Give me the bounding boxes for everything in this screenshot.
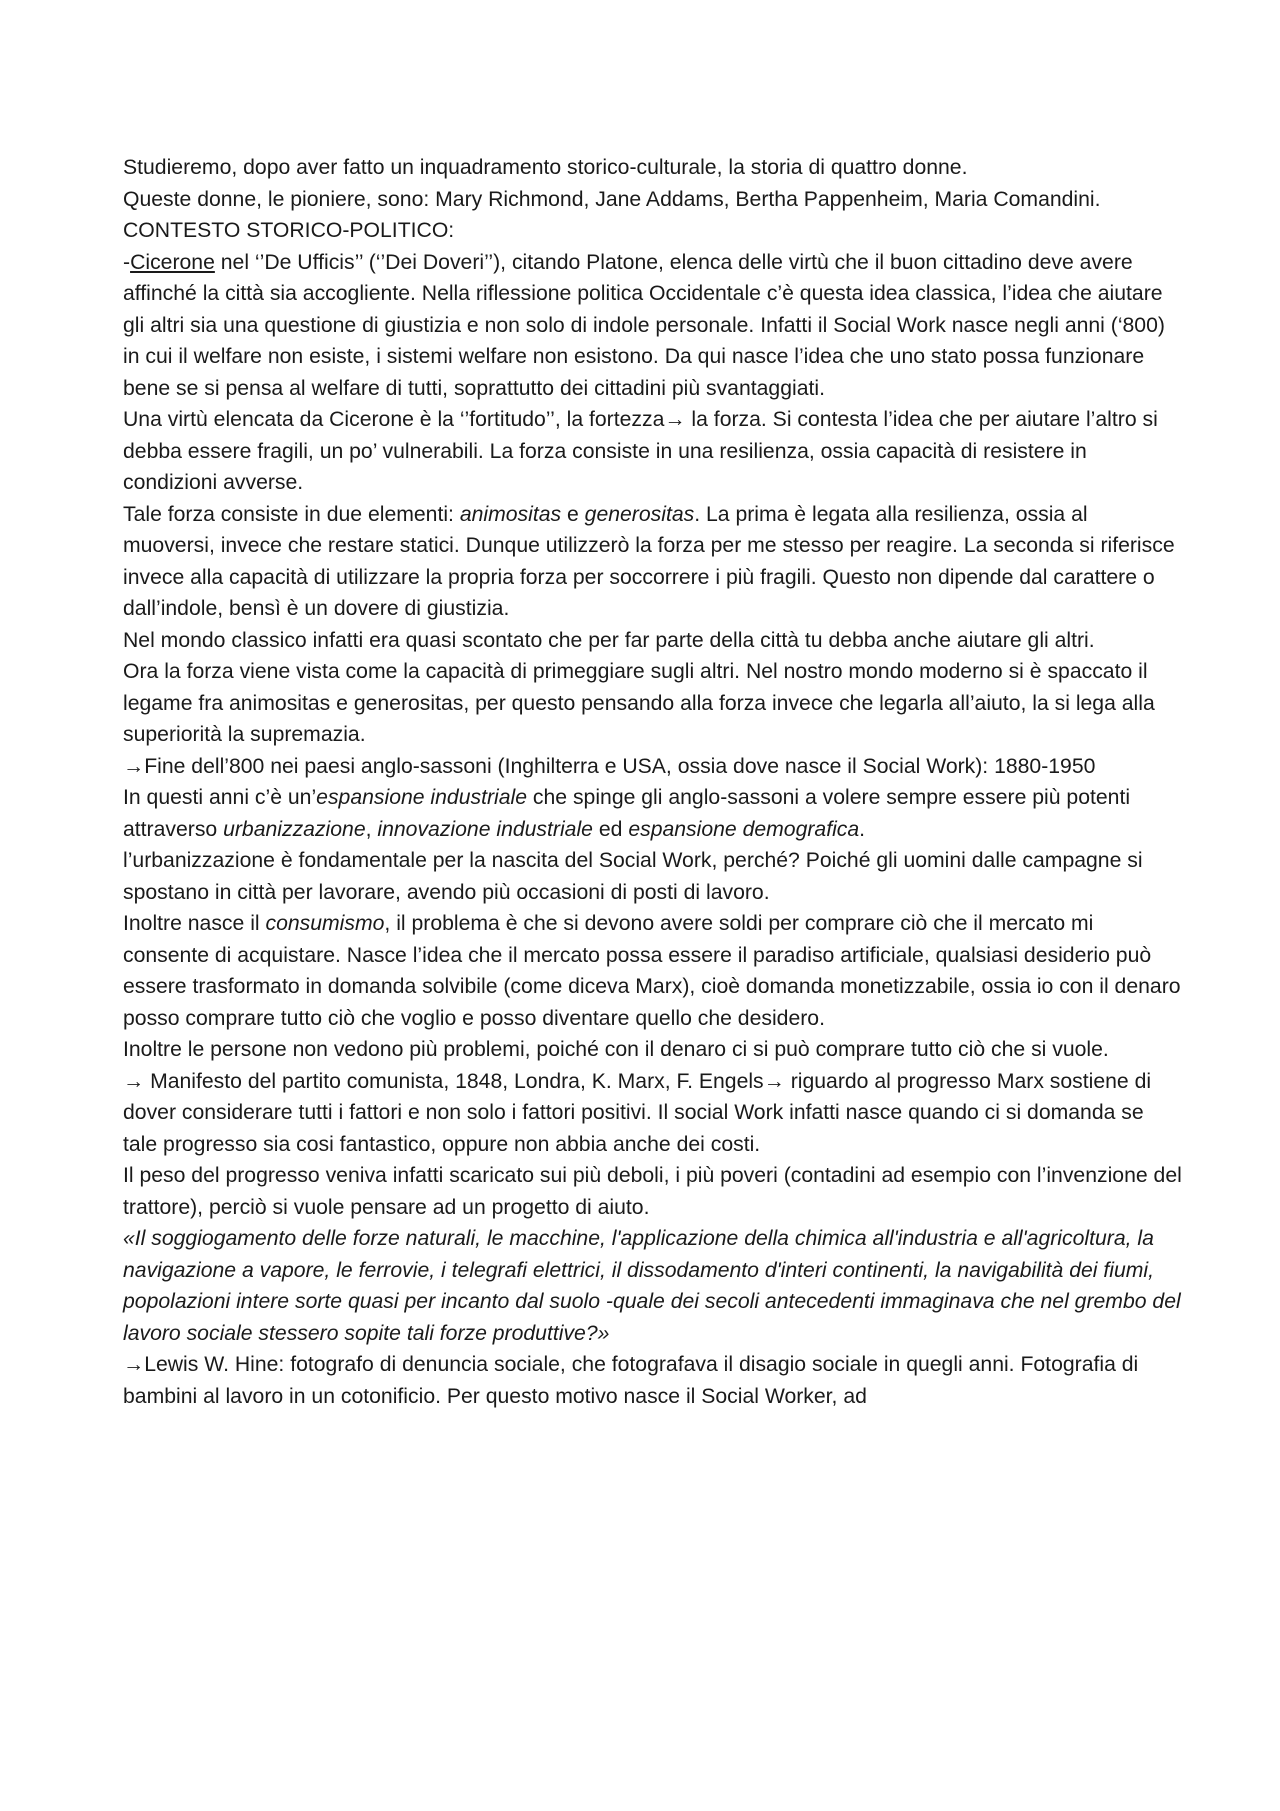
paragraph-modern-world: Ora la forza viene vista come la capacità di primeggiare sugli altri. Nel nostro mondo moderno si è spaccato il legame fra animositas e generositas, per questo pensando alla forza invece che legarla all’aiuto, la si lega alla superiorità la supremazia. bbox=[123, 660, 1155, 746]
text-run: ed bbox=[592, 817, 629, 841]
text-run: Tale forza consiste in due elementi: bbox=[123, 502, 460, 526]
paragraph-urbanization: l’urbanizzazione è fondamentale per la nascita del Social Work, perché? Poiché gli uomini dalle campagne si spostano in città per lavorare, avendo più occasioni di posti di lavoro. bbox=[123, 849, 1143, 904]
text-run: , bbox=[365, 817, 378, 841]
quote-marx: «Il soggiogamento delle forze naturali, le macchine, l'applicazione della chimica all'industria e all'agricoltura, la navigazione a vapore, le ferrovie, i telegrafi elettrici, il dissodamento d'interi continenti, la navigabilità dei fiumi, popolazioni intere sorte quasi per incanto dal suolo -quale dei secoli antecedenti immaginava che nel grembo del lavoro sociale stessero sopite tali forze produttive?» bbox=[123, 1227, 1181, 1345]
text-run: . La prima è legata alla resilienza, ossia al muoversi, invece che restare statici. Dunque utilizzerò la forza per me stesso per reagire. La seconda si riferisce invece alla capacità di utilizzare la propria forza per soccorrere i più fragili. Questo non dipende dal carattere o dall’indole, bensì è un dovere di giustizia. bbox=[123, 502, 1175, 620]
paragraph-problems: Inoltre le persone non vedono più problemi, poiché con il denaro ci si può comprare tutto ciò che si vuole. bbox=[123, 1038, 1109, 1061]
paragraph-progress-weight: Il peso del progresso veniva infatti scaricato sui più deboli, i più poveri (contadini ad esempio con l’invenzione del trattore), perciò si vuole pensare ad un progetto di aiuto. bbox=[123, 1164, 1182, 1219]
paragraph-expansion bbox=[123, 782, 1183, 845]
italic-term: consumismo bbox=[265, 912, 385, 935]
document-page bbox=[123, 152, 1183, 1412]
paragraph-classic-world: Nel mondo classico infatti era quasi scontato che per far parte della città tu debba anche aiutare gli altri. bbox=[123, 628, 1095, 652]
paragraph-hine: →Lewis W. Hine: fotografo di denuncia sociale, che fotografava il disagio sociale in quegli anni. Fotografia di bambini al lavoro in un cotonificio. Per questo motivo nasce il Social Worker, ad bbox=[123, 1353, 1139, 1408]
paragraph-consumerism bbox=[123, 908, 1183, 1034]
underlined-name: Cicerone bbox=[130, 250, 215, 274]
italic-term: espansione demografica bbox=[628, 817, 860, 841]
section-heading: CONTESTO STORICO-POLITICO: bbox=[123, 219, 455, 242]
text-run: . bbox=[859, 817, 866, 841]
paragraph-intro: Studieremo, dopo aver fatto un inquadramento storico-culturale, la storia di quattro donne. bbox=[123, 156, 968, 179]
text-run: Inoltre nasce il bbox=[123, 912, 266, 935]
text-run: In questi anni c’è un’ bbox=[123, 786, 317, 809]
paragraph-elements bbox=[123, 499, 1183, 625]
dash: - bbox=[123, 250, 131, 274]
paragraph-manifesto: → Manifesto del partito comunista, 1848, Londra, K. Marx, F. Engels→ riguardo al progresso Marx sostiene di dover considerare tutti i fattori e non solo i fattori positivi. Il social Work infatti nasce quando ci si domanda se tale progresso sia cosi fantastico, oppure non abbia anche dei costi. bbox=[123, 1069, 1152, 1156]
text-run: e bbox=[561, 502, 585, 526]
text-run: che spinge gli anglo-sassoni a volere sempre essere più potenti attraverso bbox=[123, 786, 1131, 841]
paragraph-pioneers: Queste donne, le pioniere, sono: Mary Richmond, Jane Addams, Bertha Pappenheim, Maria Comandini. bbox=[123, 187, 1101, 211]
text-run: , il problema è che si devono avere soldi per comprare ciò che il mercato mi consente di acquistare. Nasce l’idea che il mercato possa essere il paradiso artificiale, qualsiasi desiderio può essere trasformato in domanda solvibile (come diceva Marx), cioè domanda monetizzabile, ossia io con il denaro posso comprare tutto ciò che voglio e posso diventare quello che desidero. bbox=[123, 912, 1181, 1030]
italic-term: innovazione industriale bbox=[377, 817, 593, 841]
paragraph-text: nel ‘’De Ufficis’’ (‘’Dei Doveri’’), citando Platone, elenca delle virtù che il buon cittadino deve avere affinché la città sia accogliente. Nella riflessione politica Occidentale c’è questa idea classica, l’idea che aiutare gli altri sia una questione di giustizia e non solo di indole personale. Infatti il Social Work nasce negli anni (‘800) in cui il welfare non esiste, i sistemi welfare non esistono. Da qui nasce l’idea che uno stato possa funzionare bene se si pensa al welfare di tutti, soprattutto dei cittadini più svantaggiati. bbox=[123, 250, 1165, 400]
italic-term: urbanizzazione bbox=[223, 817, 366, 841]
paragraph-cicerone bbox=[123, 247, 1183, 405]
italic-term: espansione industriale bbox=[316, 786, 528, 809]
paragraph-fortitudo: Una virtù elencata da Cicerone è la ‘’fortitudo’’, la fortezza→ la forza. Si contesta l’idea che per aiutare l’altro si debba essere fragili, un po’ vulnerabili. La forza consiste in una resilienza, ossia capacità di resistere in condizioni avverse. bbox=[123, 408, 1158, 494]
italic-term: generositas bbox=[584, 502, 695, 526]
italic-term: animositas bbox=[459, 502, 562, 526]
paragraph-end-800: →Fine dell’800 nei paesi anglo-sassoni (Inghilterra e USA, ossia dove nasce il Social Work): 1880-1950 bbox=[123, 754, 1096, 778]
